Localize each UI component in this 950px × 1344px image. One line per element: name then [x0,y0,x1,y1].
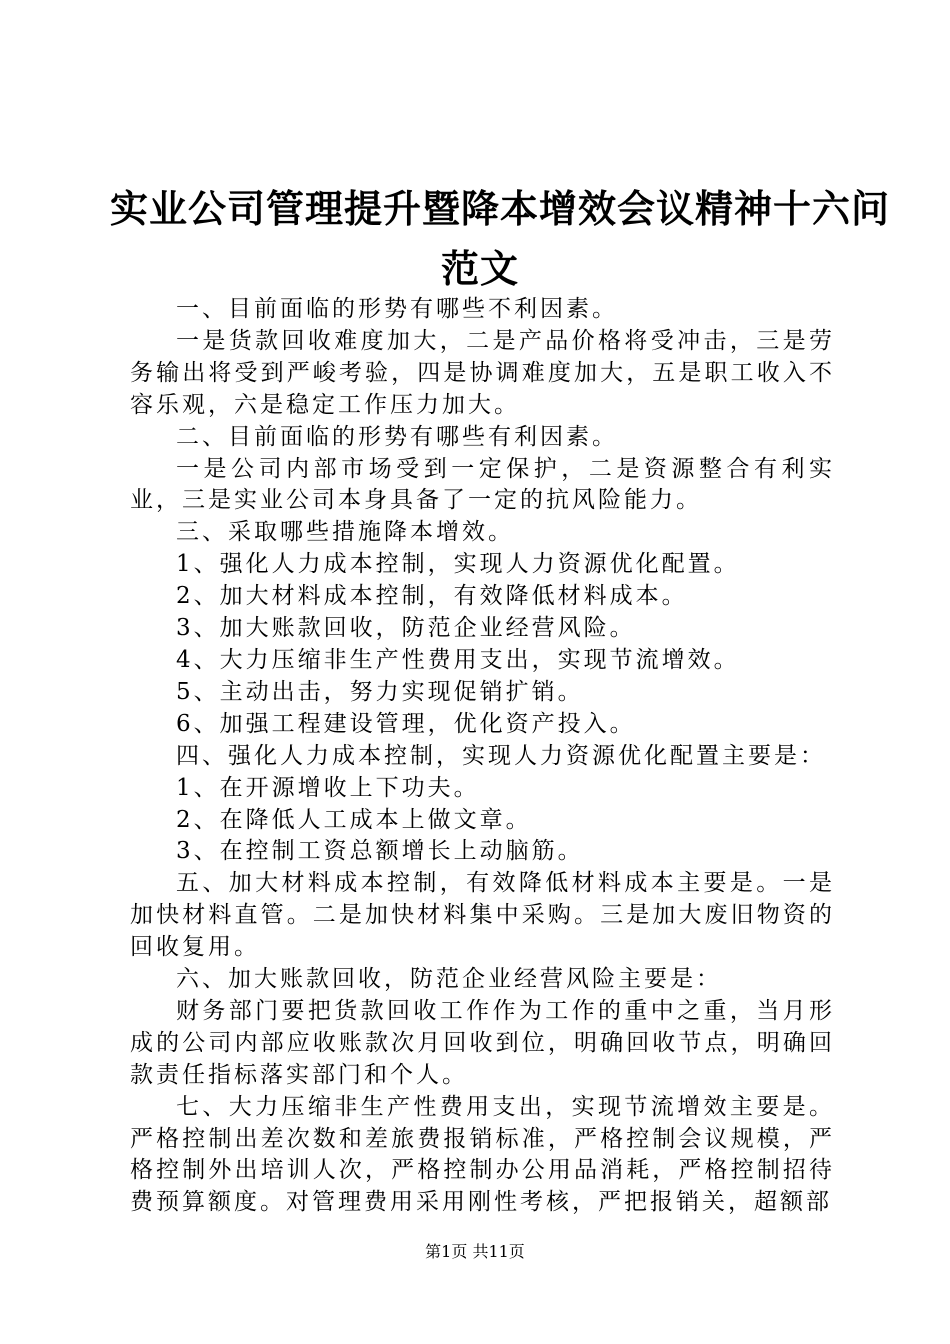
document-body [130,294,835,1219]
paragraph: 1、在开源增收上下功夫。 [176,774,480,801]
paragraph: 七、大力压缩非生产性费用支出，实现节流增效主要是。严格控制出差次数和差旅费报销标准，严格控制会议规模，严格控制外出培训人次，严格控制办公用品消耗，严格控制招待费预算额度。对管理费用采用刚性考核，严把报销关，超额部 [130,1093,835,1216]
document-title-continued: 范文 [440,247,519,291]
page-number-footer: 第1页 共11页 [425,1242,525,1261]
paragraph: 3、加大账款回收，防范企业经营风险。 [176,615,636,642]
document-title: 实业公司管理提升暨降本增效会议精神十六问 [110,187,891,231]
paragraph: 三、采取哪些措施降本增效。 [176,519,514,546]
paragraph: 6、加强工程建设管理，优化资产投入。 [176,710,636,737]
paragraph: 2、加大材料成本控制，有效降低材料成本。 [176,583,688,610]
paragraph: 一是公司内部市场受到一定保护，二是资源整合有利实业，三是实业公司本身具备了一定的抗风险能力。 [130,455,835,514]
paragraph: 3、在控制工资总额增长上动脑筋。 [176,838,584,865]
paragraph: 四、强化人力成本控制，实现人力资源优化配置主要是： [176,742,826,769]
paragraph: 二、目前面临的形势有哪些有利因素。 [176,423,618,450]
paragraph: 五、加大材料成本控制，有效降低材料成本主要是。一是加快材料直管。二是加快材料集中采购。三是加大废旧物资的回收复用。 [130,870,835,961]
paragraph: 1、强化人力成本控制，实现人力资源优化配置。 [176,551,740,578]
paragraph: 一是货款回收难度加大，二是产品价格将受冲击，三是劳务输出将受到严峻考验，四是协调难度加大，五是职工收入不容乐观，六是稳定工作压力加大。 [130,327,835,418]
paragraph: 一、目前面临的形势有哪些不利因素。 [176,296,618,322]
paragraph: 5、主动出击，努力实现促销扩销。 [176,678,584,705]
paragraph: 六、加大账款回收，防范企业经营风险主要是： [176,966,722,993]
paragraph: 2、在降低人工成本上做文章。 [176,806,532,833]
paragraph: 4、大力压缩非生产性费用支出，实现节流增效。 [176,646,740,673]
paragraph: 财务部门要把货款回收工作作为工作的重中之重，当月形成的公司内部应收账款次月回收到位，明确回收节点，明确回款责任指标落实部门和个人。 [130,997,835,1088]
